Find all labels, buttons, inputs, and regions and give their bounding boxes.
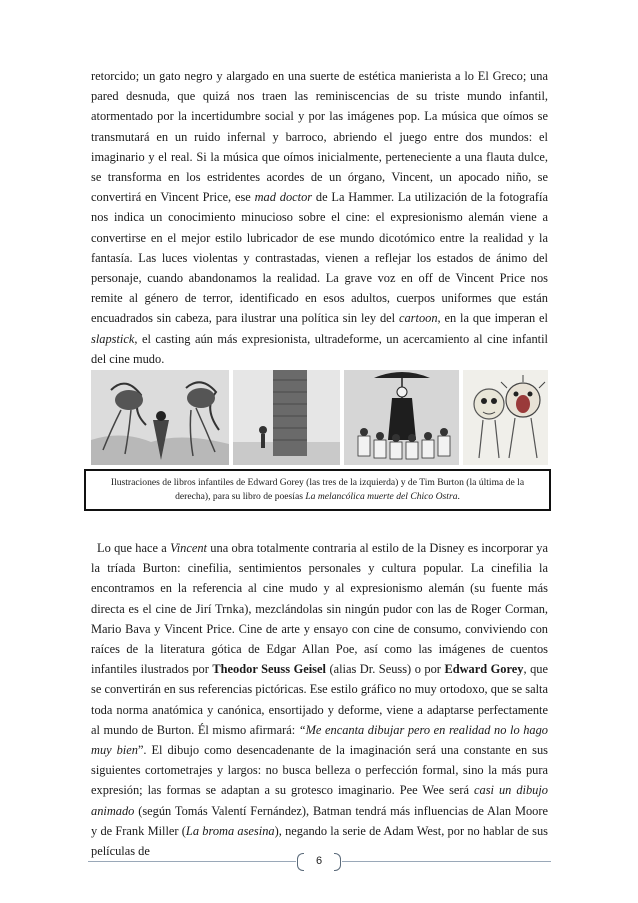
gorey-illustration-tower xyxy=(233,370,340,465)
page-number: 6 xyxy=(315,855,323,867)
body-paragraph-1: retorcido; un gato negro y alargado en una suerte de estética manierista a lo El Greco; una pared desnuda, que quizá nos traen las reminiscencias de su triste mundo infantil, atormentado por la incertidumbre social y por las imágenes pop. La música que oímos se transmutará en un ruido infernal y barroco, abriendo el juego entre dos mundos: el imaginario y el real. Si la música que oímos inicialmente, perteneciente a una flauta dulce, se transforma en los estridentes acordes de un órgano, Vincent, un apocado niño, se convertirá en Vincent Price, ese mad doctor de La Hammer. La utilización de la fotografía nos indica un conocimiento minucioso sobre el cine: el expresionismo alemán viene a convertirse en el mejor estilo lubricador de ese mundo dicotómico entre la realidad y la fantasía. Las luces violentas y contrastadas, vienen a reflejar los estados de ánimo del personaje, cuando abandonamos la realidad. La grave voz en off de Vincent Price nos remite al género de terror, identificado en esos adultos, cuerpos uniformes que están encuadrados sin cabeza, para ilustrar una política sin ley del cartoon, en la que imperan el slapstick, el casting aún más expresionista, ultradeforme, un acercamiento al cine infantil del cine mudo. xyxy=(91,69,548,366)
footer-rule-left xyxy=(88,861,296,862)
illustrations-strip xyxy=(91,370,548,465)
burton-illustration-oyster-boy xyxy=(463,370,548,465)
page-number-bracket-left xyxy=(297,853,304,871)
page-number-bracket-right xyxy=(334,853,341,871)
figure-caption: Ilustraciones de libros infantiles de Edward Gorey (las tres de la izquierda) y de Tim Burton (la última de la derecha), para su libro de poesías La melancólica muerte del Chico Ostra. xyxy=(84,469,551,511)
gorey-illustration-creatures xyxy=(91,370,229,465)
gorey-illustration-children xyxy=(344,370,459,465)
footer-rule-right xyxy=(342,861,551,862)
body-paragraph-2: Lo que hace a Vincent una obra totalmente contraria al estilo de la Disney es incorporar ya la tríada Burton: cinefilia, sentimientos personales y cultura popular. La cinefilia la encontramos en la referencia al cine mudo y al expresionismo alemán (su fuente más directa es el cine de Jirí Trnka), mezclándolas sin ningún pudor con las de Roger Corman, Mario Bava y Vincent Price. Cine de arte y ensayo con cine de consumo, conviviendo con raíces de la literatura gótica de Edgar Allan Poe, así como las imágenes de cuentos infantiles ilustrados por Theodor Seuss Geisel (alias Dr. Seuss) o por Edward Gorey, que se convertirán en sus referencias pictóricas. Ese estilo gráfico no muy ortodoxo, que se salta toda norma anatómica y canónica, ensortijado y deforme, viene a adaptarse perfectamente al mundo de Burton. Él mismo afirmará: “Me encanta dibujar pero en realidad no lo hago muy bien”. El dibujo como desencadenante de la imaginación será una constante en sus siguientes cortometrajes y largos: no busca belleza o perfección formal, sino la más pura expresión; las formas se adaptan a su grotesco imaginario. Pee Wee será casi un dibujo animado (según Tomás Valentí Fernández), Batman tendrá más influencias de Alan Moore y de Frank Miller (La broma asesina), negando la serie de Adam West, por no hablar de sus películas de xyxy=(91,541,548,859)
